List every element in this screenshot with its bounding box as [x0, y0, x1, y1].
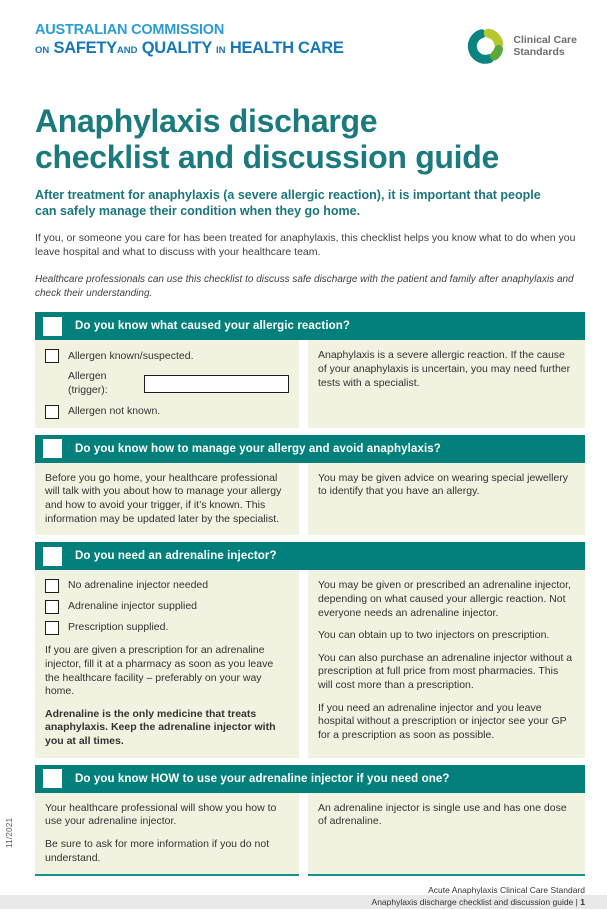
checkbox-label: Allergen known/suspected. — [68, 349, 194, 362]
left-column — [35, 340, 299, 427]
paragraph: You may be given advice on wearing special jewellery to identify that you have an allergy. — [318, 471, 569, 498]
left-column — [35, 793, 299, 877]
allergen-trigger-label: Allergen (trigger): — [68, 370, 108, 397]
no-injector-checkbox[interactable] — [45, 579, 59, 593]
section-manage-allergy — [35, 435, 585, 536]
section-title: Do you know what caused your allergic reaction? — [75, 320, 351, 333]
footer-doc-name: Anaphylaxis discharge checklist and discussion guide — [371, 897, 574, 908]
edition-date: 11/2021 — [5, 817, 14, 848]
paragraph-bold: Adrenaline is the only medicine that treats anaphylaxis. Keep the adrenaline injector with you at all times. — [45, 707, 276, 748]
ccs-logo-text: Clinical Care Standards — [513, 33, 577, 58]
section-adrenaline-injector — [35, 542, 585, 757]
left-column — [35, 463, 299, 536]
intro-paragraph: If you, or someone you care for has been treated for anaphylaxis, this checklist helps you know what to do when you leave hospital and what to discuss with your healthcare team. — [35, 232, 576, 258]
commission-line2: ON SAFETYAND QUALITY IN HEALTH CARE — [35, 38, 344, 57]
allergen-trigger-row — [68, 370, 289, 397]
right-column — [308, 340, 585, 427]
checkbox-row — [45, 405, 289, 419]
paragraph: If you are given a prescription for an adrenaline injector, fill it at a pharmacy as soon as you leave the healthcare facility – preferably on your way home. — [45, 644, 274, 698]
checkbox-row — [45, 600, 289, 614]
checkbox-row — [45, 579, 289, 593]
ccs-ring-icon — [466, 26, 506, 66]
checkbox-label: Adrenaline injector supplied — [68, 600, 197, 613]
footer-standard-name: Acute Anaphylaxis Clinical Care Standard — [428, 885, 585, 896]
footer-separator: | — [575, 897, 578, 908]
paragraph: You may be given or prescribed an adrenaline injector, depending on what caused your allergic reaction. Not everyone needs an adrenaline injector. — [318, 579, 571, 619]
page-title: Anaphylaxis discharge checklist and discussion guide — [35, 103, 500, 175]
footer-doc-line — [35, 897, 585, 909]
right-column — [308, 570, 585, 757]
left-column — [35, 570, 299, 757]
paragraph: Before you go home, your healthcare professional will talk with you about how to manage your allergy and how to avoid your trigger, if it’s known. This information may be updated later by the specialist. — [45, 471, 282, 525]
right-column — [308, 793, 585, 877]
allergen-known-checkbox[interactable] — [45, 349, 59, 363]
section-header-band — [35, 542, 585, 570]
checkbox-row — [45, 621, 289, 635]
section-title: Do you know how to manage your allergy and avoid anaphylaxis? — [75, 442, 441, 455]
masthead — [35, 22, 585, 66]
injector-supplied-checkbox[interactable] — [45, 600, 59, 614]
footer — [35, 885, 585, 909]
paragraph: Anaphylaxis is a severe allergic reaction. If the cause of your anaphylaxis is uncertain, you may need further tests with a specialist. — [318, 349, 571, 389]
paragraph: Be sure to ask for more information if you do not understand. — [45, 838, 270, 864]
right-column — [308, 463, 585, 536]
section-title: Do you know HOW to use your adrenaline injector if you need one? — [75, 772, 450, 785]
paragraph: If you need an adrenaline injector and you leave hospital without a prescription or injector see your GP for a prescription as soon as possible. — [318, 701, 567, 742]
paragraph: You can obtain up to two injectors on prescription. — [318, 629, 550, 642]
section-header-band — [35, 312, 585, 340]
checkbox-label: Prescription supplied. — [68, 621, 169, 634]
intro-note: Healthcare professionals can use this checklist to discuss safe discharge with the patient and family after anaphylaxis and check their understanding. — [35, 274, 574, 299]
allergen-not-known-checkbox[interactable] — [45, 405, 59, 419]
checkbox-row — [45, 349, 289, 363]
prescription-supplied-checkbox[interactable] — [45, 621, 59, 635]
section-allergic-cause — [35, 312, 585, 427]
allergen-trigger-input[interactable] — [144, 375, 289, 393]
paragraph: An adrenaline injector is single use and has one dose of adrenaline. — [318, 801, 567, 828]
section-checkbox[interactable] — [43, 769, 62, 788]
section-checkbox[interactable] — [43, 547, 62, 566]
paragraph: You can also purchase an adrenaline injector without a prescription at full price from most pharmacies. This will cost more than a prescription. — [318, 651, 573, 692]
paragraph: Your healthcare professional will show you how to use your adrenaline injector. — [45, 801, 277, 828]
section-title: Do you need an adrenaline injector? — [75, 550, 277, 563]
intro-lead: After treatment for anaphylaxis (a severe allergic reaction), it is important that people can safely manage their condition when they go home. — [35, 187, 541, 218]
section-checkbox[interactable] — [43, 439, 62, 458]
commission-wordmark — [35, 22, 344, 57]
clinical-care-standards-logo — [466, 26, 577, 66]
section-checkbox[interactable] — [43, 317, 62, 336]
commission-line1: AUSTRALIAN COMMISSION — [35, 22, 225, 38]
section-how-to-use-injector — [35, 765, 585, 877]
section-header-band — [35, 765, 585, 793]
section-header-band — [35, 435, 585, 463]
checklist-sections — [35, 312, 585, 876]
page-number: 1 — [580, 897, 585, 908]
checkbox-label: Allergen not known. — [68, 404, 161, 417]
checkbox-label: No adrenaline injector needed — [68, 579, 209, 592]
